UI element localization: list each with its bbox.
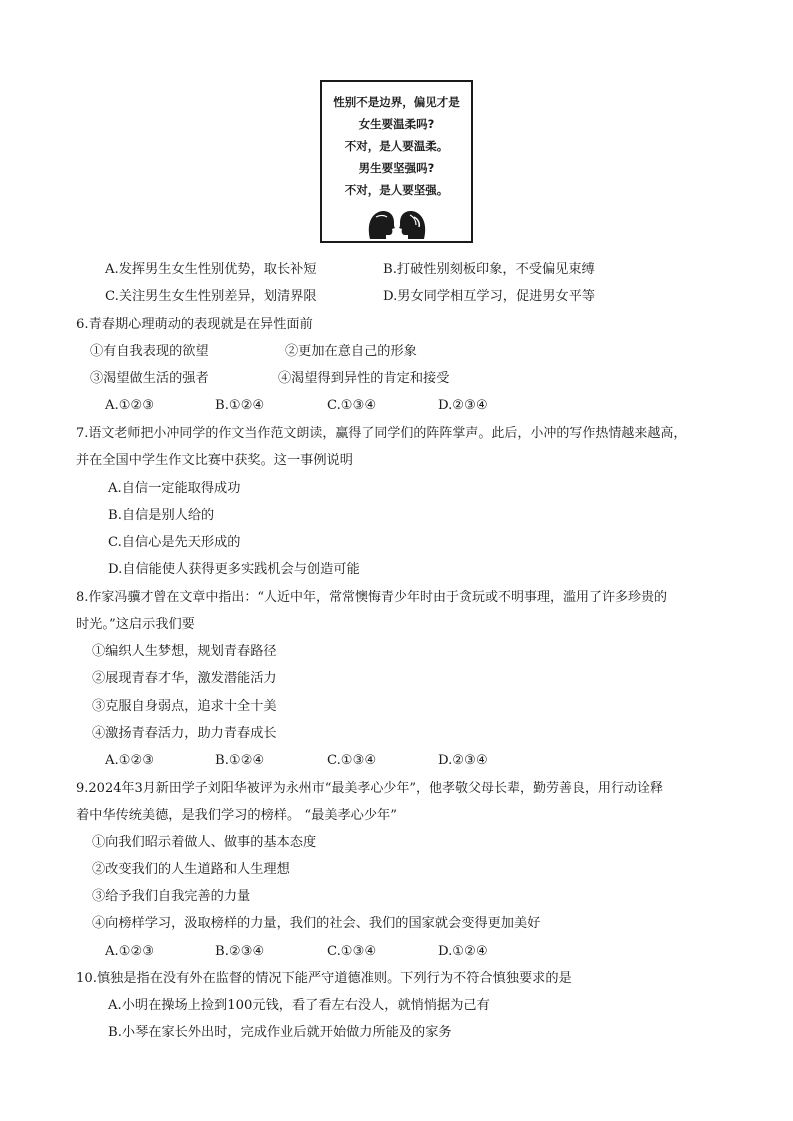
gender-poster-figure <box>320 80 473 243</box>
q8-stem-line2: 时光。”这启示我们要 <box>76 617 195 632</box>
q8-item-1: ①编织人生梦想，规划青春路径 <box>92 644 277 659</box>
two-heads-icon <box>322 207 471 241</box>
q8-item-3: ③克服自身弱点，追求十全十美 <box>92 699 277 714</box>
q7-option-d: D.自信能使人获得更多实践机会与创造可能 <box>108 562 360 577</box>
q8-item-4: ④激扬青春活力，助力青春成长 <box>92 726 277 741</box>
q6-stem: 6.青春期心理萌动的表现就是在异性面前 <box>76 317 313 332</box>
q7-stem-line1: 7.语文老师把小冲同学的作文当作范文朗读，赢得了同学们的阵阵掌声。此后，小冲的写作热情越来越高， <box>76 426 687 441</box>
q9-item-2: ②改变我们的人生道路和人生理想 <box>92 862 290 877</box>
q10-stem: 10.慎独是指在没有外在监督的情况下能严守道德准则。下列行为不符合慎独要求的是 <box>76 971 572 986</box>
q9-stem-line2: 着中华传统美德，是我们学习的榜样。 “最美孝心少年” <box>76 808 397 823</box>
q9-option-c: C.①③④ <box>327 944 377 959</box>
q10-option-a: A.小明在操场上捡到100元钱，看了看左右没人，就悄悄据为己有 <box>108 998 490 1013</box>
q6-option-b: B.①②④ <box>215 398 265 413</box>
q10-option-b: B.小琴在家长外出时，完成作业后就开始做力所能及的家务 <box>108 1025 452 1040</box>
q6-item-2: ②更加在意自己的形象 <box>285 344 417 359</box>
q9-stem-line1: 9.2024年3月新田学子刘阳华被评为永州市“最美孝心少年”，他孝敬父母长辈，勤劳善良，用行动诠释 <box>76 781 664 796</box>
q6-option-d: D.②③④ <box>438 398 488 413</box>
q7-option-a: A.自信一定能取得成功 <box>108 481 241 496</box>
q8-option-a: A.①②③ <box>105 753 155 768</box>
q7-option-c: C.自信心是先天形成的 <box>108 535 241 550</box>
q6-option-c: C.①③④ <box>327 398 377 413</box>
q9-item-4: ④向榜样学习，汲取榜样的力量，我们的社会、我们的国家就会变得更加美好 <box>92 916 541 931</box>
q8-option-d: D.②③④ <box>438 753 488 768</box>
q7-option-b: B.自信是别人给的 <box>108 508 215 523</box>
q5-option-a: A.发挥男生女生性别优势，取长补短 <box>105 262 317 277</box>
q9-option-b: B.②③④ <box>215 944 265 959</box>
q9-item-3: ③给予我们自我完善的力量 <box>92 889 251 904</box>
poster-line: 不对，是人要坚强。 <box>344 183 449 197</box>
poster-line: 男生要坚强吗? <box>358 161 435 175</box>
q5-option-d: D.男女同学相互学习，促进男女平等 <box>383 289 596 304</box>
q6-item-1: ①有自我表现的欲望 <box>90 344 209 359</box>
poster-line: 女生要温柔吗? <box>358 117 435 131</box>
q6-option-a: A.①②③ <box>105 398 155 413</box>
q8-item-2: ②展现青春才华，激发潜能活力 <box>92 671 277 686</box>
q5-option-b: B.打破性别刻板印象，不受偏见束缚 <box>383 262 595 277</box>
q9-option-d: D.①②④ <box>438 944 488 959</box>
q7-stem-line2: 并在全国中学生作文比赛中获奖。这一事例说明 <box>76 453 353 468</box>
q8-option-b: B.①②④ <box>215 753 265 768</box>
poster-line: 不对，是人要温柔。 <box>344 139 449 153</box>
q5-option-c: C.关注男生女生性别差异，划清界限 <box>105 289 317 304</box>
q8-option-c: C.①③④ <box>327 753 377 768</box>
q6-item-3: ③渴望做生活的强者 <box>90 371 209 386</box>
q9-option-a: A.①②③ <box>105 944 155 959</box>
q8-stem-line1: 8.作家冯骥才曾在文章中指出：“人近中年，常常懊悔青少年时由于贪玩或不明事理，滥用了许多珍贵的 <box>76 590 668 605</box>
poster-line: 性别不是边界，偏见才是 <box>333 95 460 109</box>
q9-item-1: ①向我们昭示着做人、做事的基本态度 <box>92 835 317 850</box>
q6-item-4: ④渴望得到异性的肯定和接受 <box>278 371 450 386</box>
